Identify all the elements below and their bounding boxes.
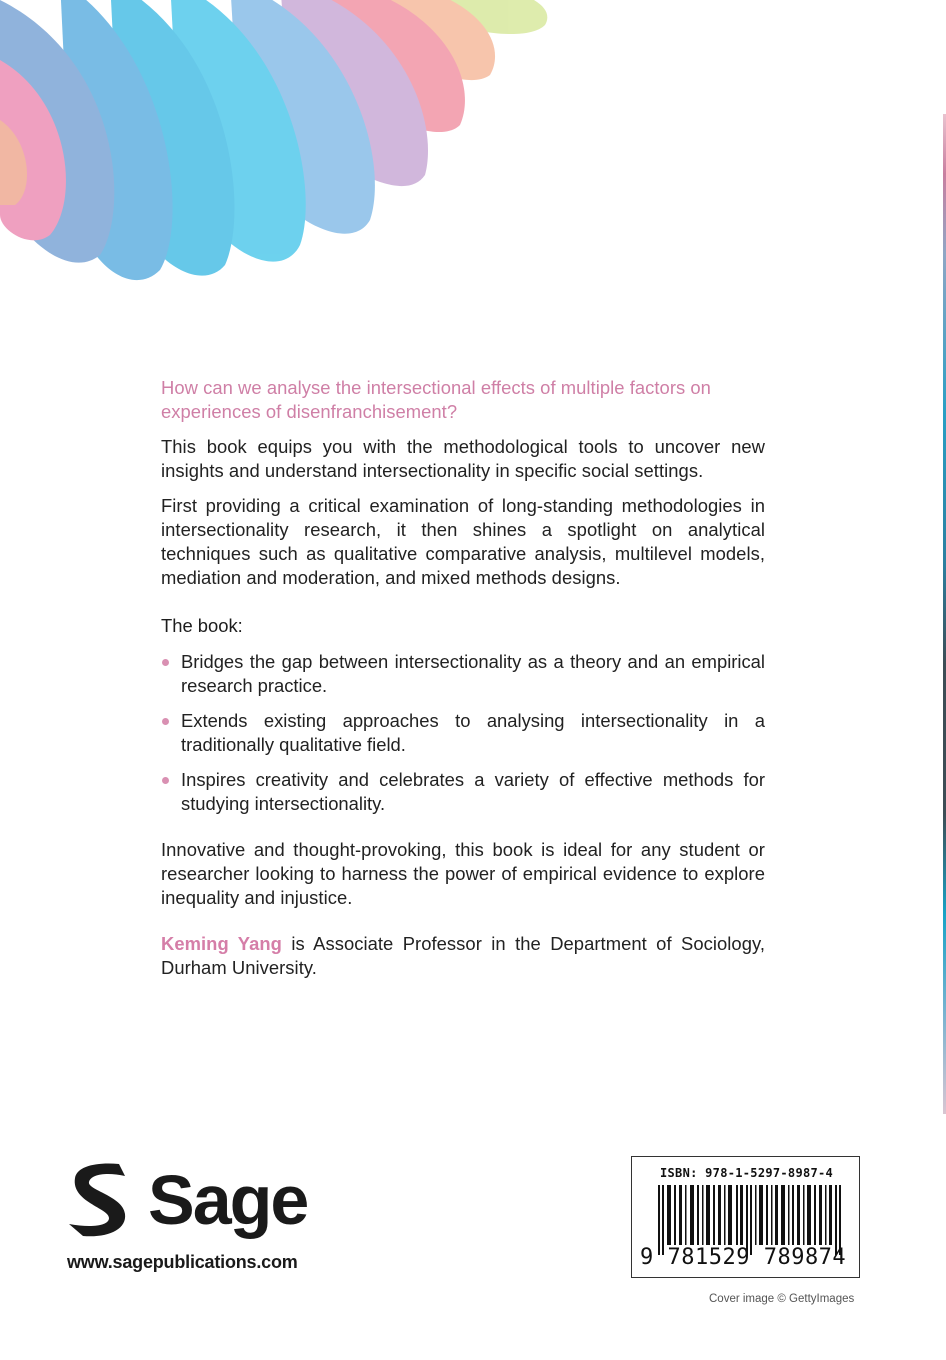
description-paragraph: This book equips you with the methodological tools to uncover new insights and understand intersectionality in specific social settings.	[161, 436, 765, 481]
publisher-name: Sage	[148, 1161, 308, 1239]
closing-paragraph: Innovative and thought-provoking, this book is ideal for any student or researcher looking to harness the power of empirical evidence to explore inequality and injustice.	[161, 839, 765, 908]
decorative-petal-graphic	[0, 0, 560, 300]
list-intro: The book:	[161, 615, 243, 636]
bullet-dot-icon	[162, 718, 169, 725]
list-item: Inspires creativity and celebrates a variety of effective methods for studying intersectionality.	[161, 768, 765, 816]
isbn-label: ISBN: 978-1-5297-8987-4	[660, 1166, 834, 1180]
cover-image-credit: Cover image © GettyImages	[709, 1293, 855, 1305]
author-bio	[161, 932, 765, 980]
author-bio-text: is Associate Professor in the Department of Sociology, Durham University.	[161, 933, 766, 978]
feature-list	[161, 650, 765, 816]
lede-question: How can we analyse the intersectional effects of multiple factors on experiences of disenfranchisement?	[161, 377, 711, 422]
list-item: Extends existing approaches to analysing intersectionality in a traditionally qualitative field.	[161, 709, 765, 757]
publisher-url[interactable]: www.sagepublications.com	[67, 1252, 298, 1272]
description-paragraph: First providing a critical examination of long-standing methodologies in intersectionality research, it then shines a spotlight on analytical techniques such as qualitative comparative analysis, multilevel models, mediation and moderation, and mixed methods designs.	[161, 495, 765, 588]
blurb-content	[161, 376, 765, 991]
isbn-barcode	[631, 1156, 860, 1278]
author-name: Keming Yang	[161, 933, 282, 954]
list-item: Bridges the gap between intersectionality as a theory and an empirical research practice.	[161, 650, 765, 698]
bullet-dot-icon	[162, 659, 169, 666]
barcode-digits: 9 781529 789874	[640, 1245, 847, 1270]
bullet-dot-icon	[162, 777, 169, 784]
